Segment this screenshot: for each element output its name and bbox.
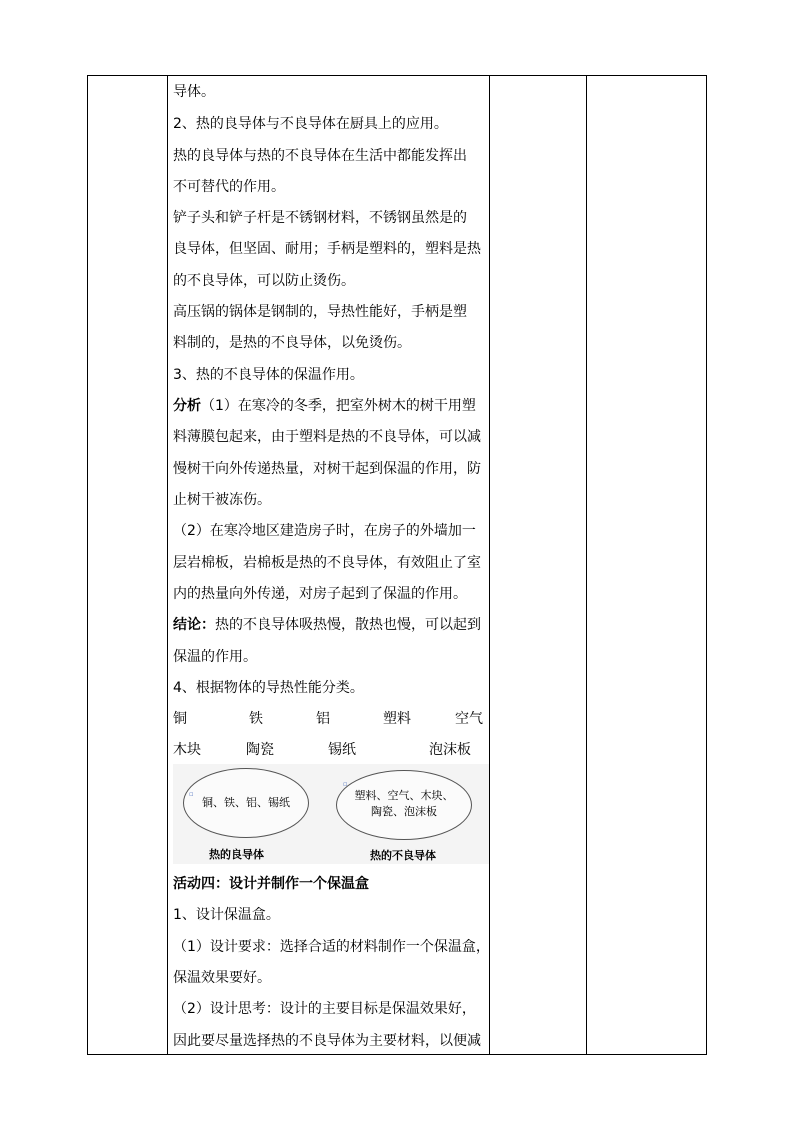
lesson-table: [87, 75, 707, 1055]
analysis-text: （1）在寒冷的冬季，把室外树木的树干用塑: [201, 398, 476, 414]
text-line: 因此要尽量选择热的不良导体为主要材料，以便减: [173, 1033, 481, 1049]
column-divider: [167, 76, 168, 1054]
text-line: 2、热的良导体与不良导体在厨具上的应用。: [173, 116, 448, 132]
material-words-row: [173, 709, 489, 729]
good-conductor-items: 铜、铁、铝、锡纸: [202, 796, 290, 809]
text-line: 的不良导体，可以防止烫伤。: [173, 273, 355, 289]
text-line: 慢树干向外传递热量，对树干起到保温的作用，防: [173, 461, 481, 477]
material-word: 空气: [455, 711, 483, 727]
material-word: 铁: [249, 711, 263, 727]
text-line: 1、设计保温盒。: [173, 907, 280, 923]
material-word: 锡纸: [328, 742, 356, 758]
text-line: 铲子头和铲子杆是不锈钢材料，不锈钢虽然是的: [173, 210, 467, 226]
anchor-marker-icon: ▫: [189, 790, 194, 798]
material-word: 陶瓷: [246, 742, 274, 758]
text-line: 内的热量向外传递，对房子起到了保温的作用。: [173, 586, 467, 602]
text-line: 止树干被冻伤。: [173, 492, 271, 508]
text-line: 料薄膜包起来，由于塑料是热的不良导体，可以减: [173, 429, 481, 445]
classify-title: 4、根据物体的导热性能分类。: [173, 680, 364, 696]
material-words-row: [173, 740, 489, 760]
text-line: 层岩棉板，岩棉板是热的不良导体，有效阻止了室: [173, 555, 481, 571]
conclusion-text: 热的不良导体吸热慢，散热也慢，可以起到: [215, 617, 481, 633]
material-word: 泡沫板: [429, 742, 471, 758]
material-word: 塑料: [383, 711, 411, 727]
good-conductor-caption: 热的良导体: [209, 848, 264, 861]
material-word: 铜: [173, 711, 187, 727]
text-line: （1）设计要求：选择合适的材料制作一个保温盒，: [173, 939, 490, 955]
material-word: 木块: [173, 742, 201, 758]
conclusion-line: [173, 615, 481, 635]
text-line: 3、热的不良导体的保温作用。: [173, 367, 364, 383]
text-line: （2）在寒冷地区建造房子时，在房子的外墙加一: [173, 523, 476, 539]
poor-conductor-items-1: 塑料、空气、木块、: [354, 789, 454, 802]
text-line: （2）设计思考：设计的主要目标是保温效果好，: [173, 1001, 476, 1017]
column-divider: [489, 76, 490, 1054]
text-line: 保温效果要好。: [173, 970, 271, 986]
material-word: 铝: [316, 711, 330, 727]
column-divider: [586, 76, 587, 1054]
conductor-classification-diagram: [173, 764, 489, 864]
text-line: 不可替代的作用。: [173, 179, 285, 195]
text-line: 高压锅的锅体是钢制的，导热性能好，手柄是塑: [173, 304, 467, 320]
text-line: 料制的，是热的不良导体，以免烫伤。: [173, 335, 411, 351]
text-line: 良导体，但坚固、耐用；手柄是塑料的，塑料是热: [173, 241, 481, 257]
text-line: 保温的作用。: [173, 649, 257, 665]
poor-conductor-caption: 热的不良导体: [370, 849, 436, 862]
text-line: 导体。: [173, 84, 215, 100]
activity-title: 活动四：设计并制作一个保温盒: [173, 876, 369, 892]
text-line: 热的良导体与热的不良导体在生活中都能发挥出: [173, 148, 467, 164]
anchor-marker-icon: ▫: [343, 780, 348, 788]
analysis-line: [173, 396, 476, 416]
analysis-label: 分析: [173, 398, 201, 414]
conclusion-label: 结论：: [173, 617, 215, 633]
poor-conductor-items-2: 陶瓷、泡沫板: [371, 805, 437, 818]
